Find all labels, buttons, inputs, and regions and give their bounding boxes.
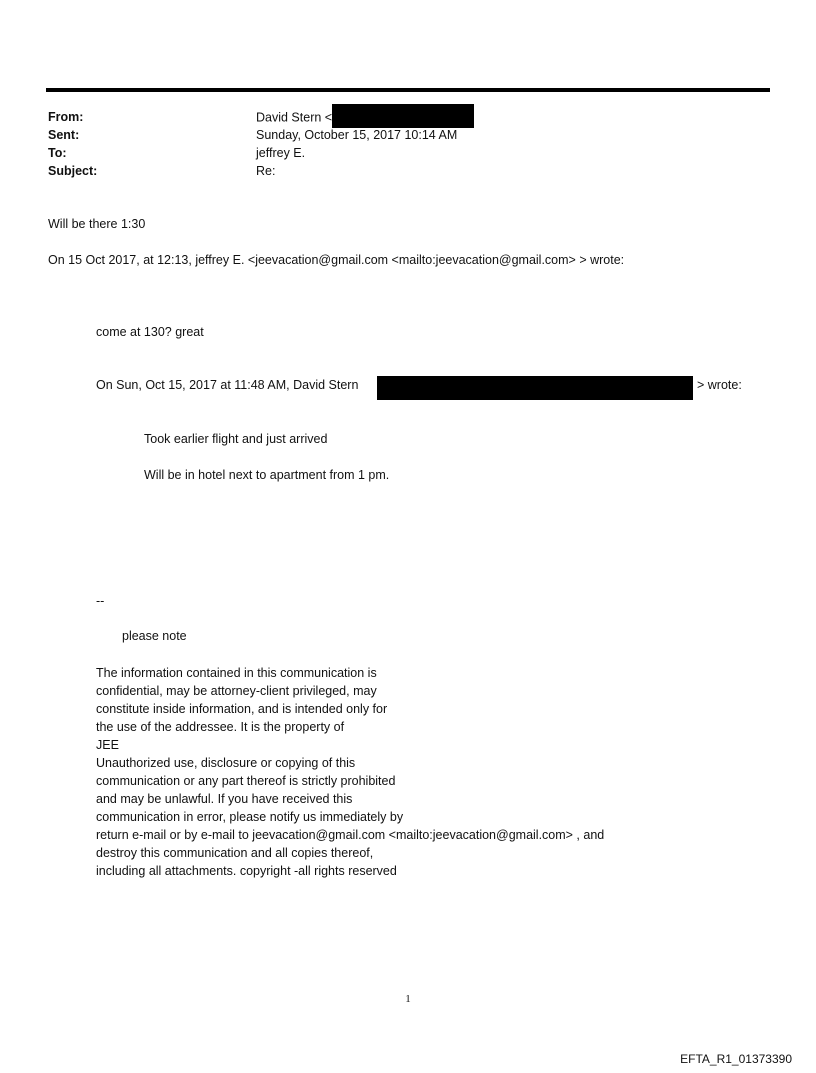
disclaimer xyxy=(96,664,604,880)
disclaimer-line: The information contained in this communication is xyxy=(96,666,377,680)
disclaimer-line: Unauthorized use, disclosure or copying of this xyxy=(96,756,356,770)
header-rule xyxy=(46,88,770,92)
subject-label: Subject: xyxy=(48,164,98,178)
reply-text: Will be there 1:30 xyxy=(48,217,146,231)
to-label: To: xyxy=(48,146,67,160)
quote2-intro-suffix: > wrote: xyxy=(697,378,742,392)
disclaimer-line: confidential, may be attorney-client privileged, may xyxy=(96,684,377,698)
from-value xyxy=(256,108,474,128)
redaction-box xyxy=(377,376,693,400)
disclaimer-line: the use of the addressee. It is the property of xyxy=(96,720,345,734)
disclaimer-line: constitute inside information, and is intended only for xyxy=(96,702,388,716)
from-label: From: xyxy=(48,110,84,124)
quote2-line2: Will be in hotel next to apartment from 1 pm. xyxy=(144,468,390,482)
quote2-intro xyxy=(96,376,358,394)
disclaimer-line: communication or any part thereof is strictly prohibited xyxy=(96,774,396,788)
redaction-box xyxy=(332,104,474,128)
quote1-intro: On 15 Oct 2017, at 12:13, jeffrey E. <jeevacation@gmail.com <mailto:jeevacation@gmail.com> > wrote: xyxy=(48,253,625,267)
sent-value: Sunday, October 15, 2017 10:14 AM xyxy=(256,128,458,142)
to-value: jeffrey E. xyxy=(256,146,306,160)
document-id: EFTA_R1_01373390 xyxy=(680,1052,792,1066)
disclaimer-line: destroy this communication and all copies thereof, xyxy=(96,846,374,860)
sent-label: Sent: xyxy=(48,128,80,142)
quote1-text: come at 130? great xyxy=(96,325,204,339)
signature-separator: -- xyxy=(96,594,105,608)
subject-value: Re: xyxy=(256,164,276,178)
disclaimer-line: including all attachments. copyright -all rights reserved xyxy=(96,864,397,878)
disclaimer-line: JEE xyxy=(96,738,119,752)
disclaimer-line: return e-mail or by e-mail to jeevacation@gmail.com <mailto:jeevacation@gmail.com> , and xyxy=(96,828,605,842)
from-name: David Stern < xyxy=(256,110,333,125)
disclaimer-line: and may be unlawful. If you have received this xyxy=(96,792,353,806)
please-note: please note xyxy=(122,629,187,643)
page-number: 1 xyxy=(405,993,411,1005)
disclaimer-line: communication in error, please notify us immediately by xyxy=(96,810,404,824)
quote2-line1: Took earlier flight and just arrived xyxy=(144,432,328,446)
quote2-intro-prefix: On Sun, Oct 15, 2017 at 11:48 AM, David Stern xyxy=(96,378,359,392)
